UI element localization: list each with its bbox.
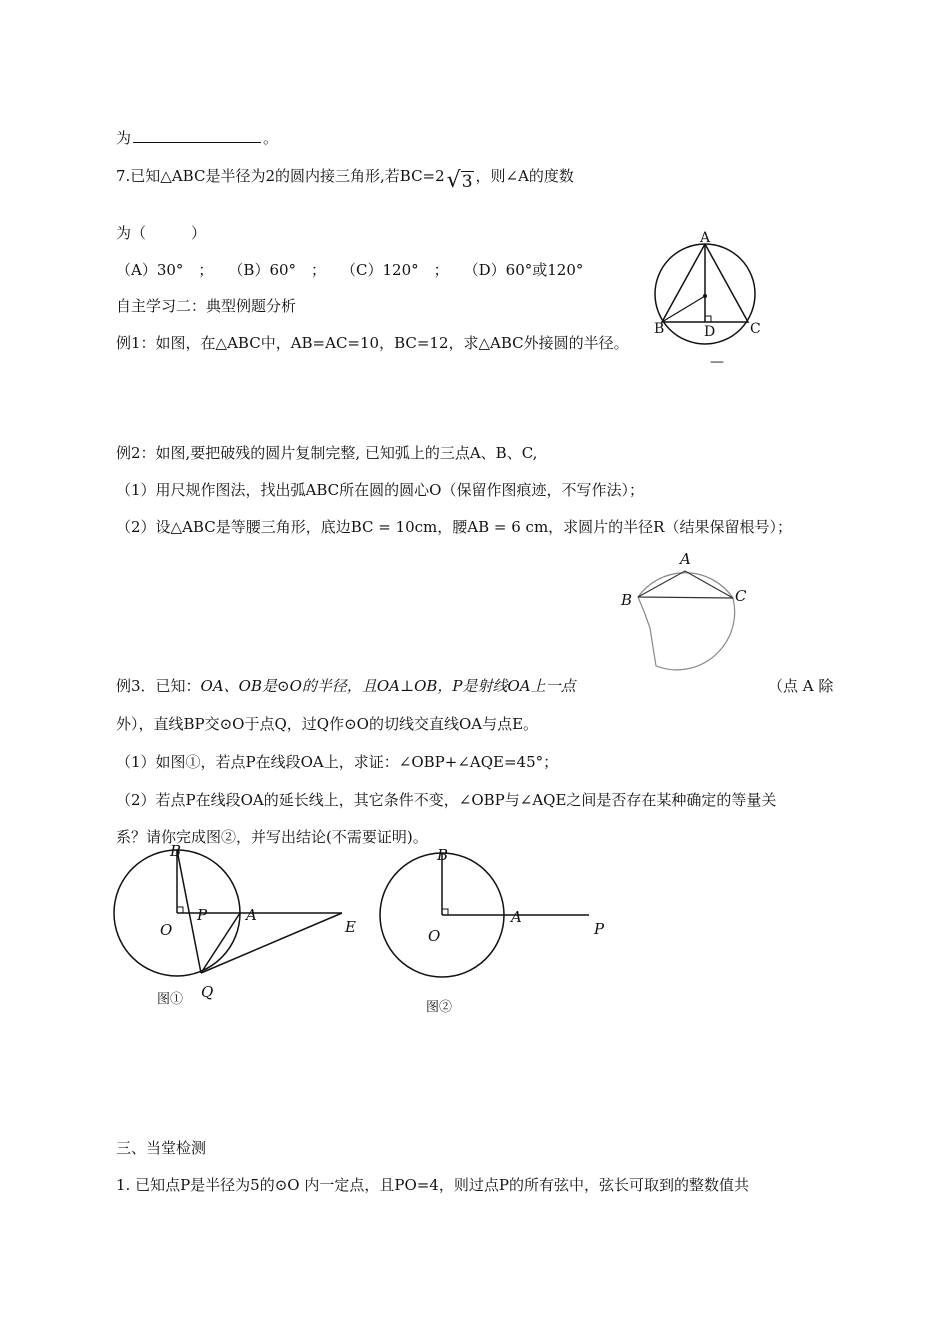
- example-3-line-1-end: （点 A 除: [768, 677, 834, 695]
- example-3-line-1: 例3．已知：OA、OB是⊙O的半径，且OA⊥OB，P是射线OA上一点: [116, 677, 576, 695]
- label-O: O: [160, 921, 173, 939]
- label-E: E: [345, 918, 356, 936]
- center-dot: [703, 294, 707, 298]
- section-3-heading: 三、当堂检测: [116, 1139, 207, 1157]
- label-B: B: [170, 842, 182, 860]
- answer-blank-line: 为 。: [116, 129, 279, 147]
- figure-2-broken-disc: [615, 548, 755, 678]
- arc: [638, 573, 735, 670]
- right-angle-mark: [442, 909, 448, 915]
- figure-1-circle-triangle: [648, 226, 768, 376]
- example-1: 例1：如图，在△ABC中，AB=AC=10，BC=12，求△ABC外接圆的半径。: [116, 334, 629, 352]
- triangle-abc: [638, 571, 733, 598]
- tangent-QE: [201, 913, 342, 973]
- example-2-line-2: （1）用尺规作图法，找出弧ABC所在圆的圆心O（保留作图痕迹，不写作法）；: [116, 481, 644, 499]
- label-A: A: [700, 230, 711, 246]
- question-7-options: （A）30° ； （B）60° ； （C）120° ； （D）60°或120°: [116, 261, 584, 279]
- label-O: O: [428, 927, 441, 945]
- label-D: D: [704, 324, 716, 340]
- example-3-line-3: （1）如图①，若点P在线段OA上，求证：∠OBP+∠AQE=45°；: [116, 753, 559, 771]
- label-P: P: [197, 906, 208, 924]
- sqrt-symbol: √3: [446, 168, 473, 193]
- label-A: A: [246, 906, 257, 924]
- right-angle-mark: [705, 316, 711, 322]
- label-B: B: [654, 321, 665, 337]
- right-angle-mark: [177, 907, 183, 913]
- example-2-line-3: （2）设△ABC是等腰三角形，底边BC = 10cm，腰AB = 6 cm，求圆片的半径R（结果保留根号）；: [116, 518, 792, 536]
- label-P: P: [594, 920, 605, 938]
- label-B: B: [437, 846, 449, 864]
- example-3-line-5: 系？请你完成图②，并写出结论(不需要证明)。: [116, 828, 428, 846]
- example-2-line-1: 例2：如图,要把破残的圆片复制完整, 已知弧上的三点A、B、C,: [116, 444, 538, 462]
- label-Q: Q: [201, 983, 214, 1001]
- figure-3-diagram-1: [108, 840, 370, 1005]
- label-C: C: [750, 321, 761, 337]
- question-7-cont: 为（ ）: [116, 224, 207, 242]
- figure-4-diagram-2: [375, 840, 615, 980]
- label-A: A: [680, 550, 691, 568]
- answer-blank: [133, 128, 261, 143]
- caption-figure-1: 图①: [157, 992, 184, 1007]
- question-7: 7.已知△ABC是半径为2的圆内接三角形,若BC=2√3 ，则∠A的度数: [116, 167, 574, 193]
- label-B: B: [621, 591, 633, 609]
- label-A: A: [511, 908, 522, 926]
- example-3-line-4: （2）若点P在线段OA的延长线上，其它条件不变，∠OBP与∠AQE之间是否存在某种确定的等量关: [116, 791, 777, 809]
- caption-figure-2: 图②: [426, 1000, 453, 1015]
- label-C: C: [735, 587, 747, 605]
- example-3-line-2: 外），直线BP交⊙O于点Q，过Q作⊙O的切线交直线OA与点E。: [116, 715, 539, 733]
- check-question-1: 1. 已知点P是半径为5的⊙O 内一定点，且PO=4，则过点P的所有弦中，弦长可取到的整数值共: [116, 1176, 749, 1194]
- section-2-heading: 自主学习二：典型例题分析: [116, 297, 297, 315]
- dash-mark: —: [710, 354, 724, 370]
